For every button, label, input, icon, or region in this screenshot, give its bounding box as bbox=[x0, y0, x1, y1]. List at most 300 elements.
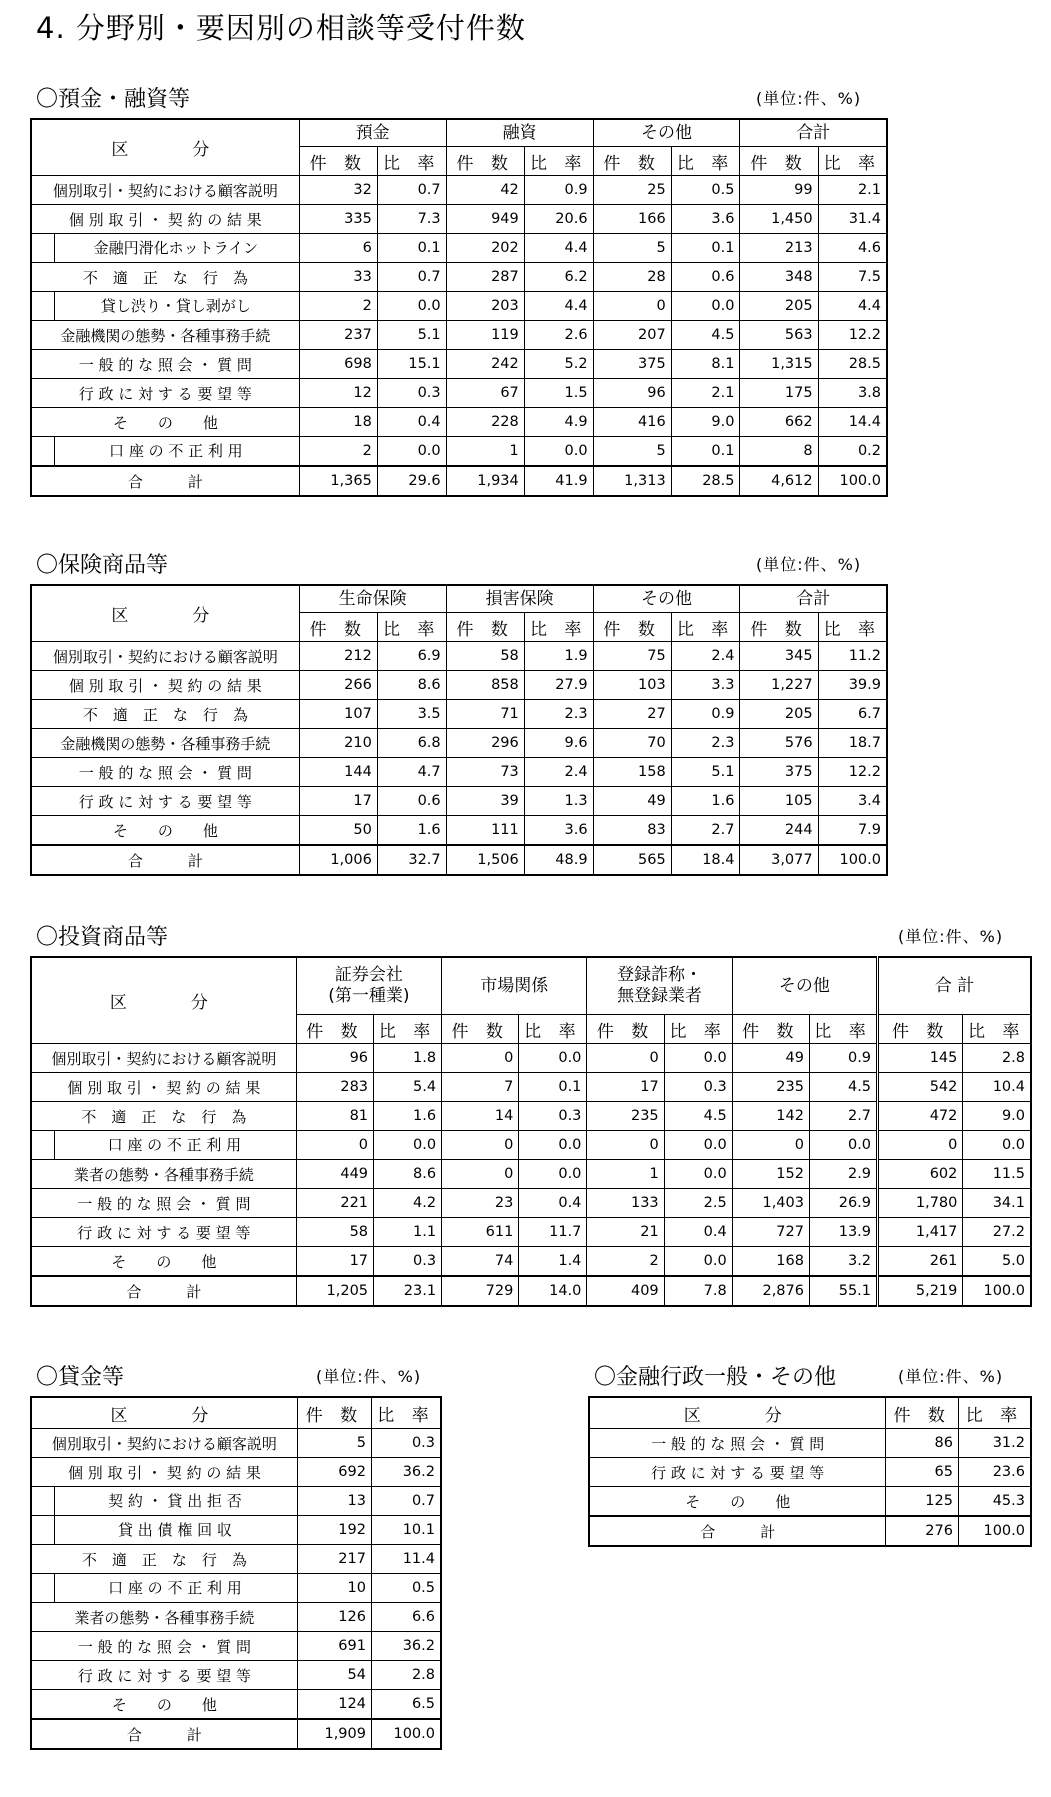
group-header-line: 合計 bbox=[796, 122, 831, 143]
count-cell: 17 bbox=[587, 1073, 664, 1102]
count-cell: 205 bbox=[740, 700, 818, 729]
row-label: 一 般 的 な 照 会 ・ 質 問 bbox=[31, 350, 299, 379]
group-header-line: その他 bbox=[641, 122, 693, 143]
ratio-cell: 1.9 bbox=[524, 642, 593, 671]
group-header bbox=[878, 957, 1031, 1015]
table-financial-admin bbox=[588, 1396, 1032, 1547]
count-cell: 335 bbox=[299, 205, 377, 234]
ratio-cell: 0.0 bbox=[664, 1131, 732, 1160]
table-row bbox=[31, 379, 887, 408]
ratio-cell: 11.5 bbox=[963, 1160, 1031, 1189]
ratio-cell: 2.4 bbox=[671, 642, 740, 671]
ratio-cell: 2.6 bbox=[524, 321, 593, 350]
count-cell: 266 bbox=[299, 671, 377, 700]
ratio-cell: 12.2 bbox=[818, 321, 887, 350]
ratio-cell: 2.5 bbox=[664, 1189, 732, 1218]
count-cell: 261 bbox=[878, 1247, 963, 1277]
ratio-cell: 2.1 bbox=[818, 176, 887, 205]
ratio-cell: 2.4 bbox=[524, 758, 593, 787]
count-header: 件 数 bbox=[446, 613, 524, 642]
count-cell: 119 bbox=[446, 321, 524, 350]
ratio-cell: 6.6 bbox=[371, 1603, 441, 1632]
ratio-cell: 4.2 bbox=[374, 1189, 442, 1218]
count-cell: 565 bbox=[593, 845, 671, 875]
ratio-cell: 100.0 bbox=[958, 1516, 1031, 1546]
count-cell: 74 bbox=[442, 1247, 519, 1277]
count-cell: 145 bbox=[878, 1044, 963, 1073]
row-label: そ の 他 bbox=[589, 1487, 886, 1517]
ratio-header: 比 率 bbox=[958, 1397, 1031, 1429]
table-row bbox=[31, 1044, 1031, 1073]
row-label: 行 政 に 対 す る 要 望 等 bbox=[31, 379, 299, 408]
row-label: 一 般 的 な 照 会 ・ 質 問 bbox=[31, 1189, 296, 1218]
ratio-cell: 13.9 bbox=[809, 1218, 877, 1247]
count-cell: 58 bbox=[446, 642, 524, 671]
table-row bbox=[31, 1131, 1031, 1160]
ratio-header: 比 率 bbox=[664, 1015, 732, 1044]
count-cell: 576 bbox=[740, 729, 818, 758]
count-cell: 242 bbox=[446, 350, 524, 379]
count-cell: 0 bbox=[442, 1160, 519, 1189]
count-cell: 33 bbox=[299, 263, 377, 292]
ratio-cell: 0.5 bbox=[371, 1574, 441, 1603]
section-title-insurance: 〇保険商品等 bbox=[36, 553, 169, 578]
row-label: 個別取引・契約における顧客説明 bbox=[31, 642, 299, 671]
total-row bbox=[31, 1276, 1031, 1306]
ratio-cell: 10.1 bbox=[371, 1516, 441, 1545]
count-cell: 124 bbox=[297, 1690, 371, 1720]
count-cell: 472 bbox=[878, 1102, 963, 1131]
table-row bbox=[31, 1458, 441, 1487]
ratio-cell: 55.1 bbox=[809, 1276, 877, 1306]
ratio-cell: 0.3 bbox=[664, 1073, 732, 1102]
subheader-row bbox=[589, 1397, 1031, 1429]
group-header-line: 証券会社 bbox=[334, 965, 403, 985]
table-row bbox=[31, 1690, 441, 1720]
table-row bbox=[589, 1458, 1031, 1487]
count-cell: 375 bbox=[593, 350, 671, 379]
ratio-cell: 39.9 bbox=[818, 671, 887, 700]
count-cell: 1 bbox=[446, 437, 524, 467]
count-cell: 345 bbox=[740, 642, 818, 671]
count-cell: 2,876 bbox=[732, 1276, 809, 1306]
table-row bbox=[31, 176, 887, 205]
table-row bbox=[31, 816, 887, 846]
row-label: 個別取引・契約における顧客説明 bbox=[31, 176, 299, 205]
total-row bbox=[589, 1516, 1031, 1546]
count-cell: 192 bbox=[297, 1516, 371, 1545]
group-header bbox=[587, 957, 732, 1015]
total-row bbox=[31, 845, 887, 875]
row-label: 金融機関の態勢・各種事務手続 bbox=[31, 321, 299, 350]
count-cell: 662 bbox=[740, 408, 818, 437]
ratio-cell: 0.3 bbox=[519, 1102, 587, 1131]
group-header-line: 生命保険 bbox=[338, 588, 407, 609]
ratio-cell: 3.6 bbox=[671, 205, 740, 234]
count-cell: 1,780 bbox=[878, 1189, 963, 1218]
count-cell: 32 bbox=[299, 176, 377, 205]
group-header bbox=[593, 585, 740, 613]
table-row bbox=[31, 758, 887, 787]
count-cell: 1,315 bbox=[740, 350, 818, 379]
count-cell: 5 bbox=[297, 1429, 371, 1458]
ratio-cell: 18.4 bbox=[671, 845, 740, 875]
ratio-cell: 4.4 bbox=[524, 292, 593, 321]
ratio-cell: 20.6 bbox=[524, 205, 593, 234]
total-row bbox=[31, 1719, 441, 1749]
ratio-cell: 34.1 bbox=[963, 1189, 1031, 1218]
row-label-text: 金融円滑化ホットライン bbox=[54, 234, 297, 262]
ratio-cell: 0.1 bbox=[671, 437, 740, 467]
count-header: 件 数 bbox=[593, 147, 671, 176]
count-cell: 49 bbox=[732, 1044, 809, 1073]
group-header bbox=[442, 957, 587, 1015]
ratio-cell: 9.6 bbox=[524, 729, 593, 758]
ratio-cell: 28.5 bbox=[671, 466, 740, 496]
count-header: 件 数 bbox=[299, 147, 377, 176]
count-cell: 58 bbox=[296, 1218, 373, 1247]
ratio-cell: 0.1 bbox=[519, 1073, 587, 1102]
count-cell: 235 bbox=[587, 1102, 664, 1131]
table-deposits-loans bbox=[30, 118, 888, 497]
ratio-cell: 29.6 bbox=[377, 466, 446, 496]
ratio-cell: 0.7 bbox=[371, 1487, 441, 1516]
row-label: そ の 他 bbox=[31, 408, 299, 437]
ratio-cell: 1.5 bbox=[524, 379, 593, 408]
ratio-header: 比 率 bbox=[818, 147, 887, 176]
count-cell: 71 bbox=[446, 700, 524, 729]
count-cell: 0 bbox=[587, 1044, 664, 1073]
ratio-header: 比 率 bbox=[818, 613, 887, 642]
count-cell: 221 bbox=[296, 1189, 373, 1218]
ratio-cell: 15.1 bbox=[377, 350, 446, 379]
table-investment bbox=[30, 956, 1032, 1307]
ratio-cell: 23.1 bbox=[374, 1276, 442, 1306]
kubun-header: 区 分 bbox=[31, 119, 299, 176]
count-cell: 212 bbox=[299, 642, 377, 671]
count-cell: 12 bbox=[299, 379, 377, 408]
table-row bbox=[31, 234, 887, 263]
count-cell: 126 bbox=[297, 1603, 371, 1632]
count-cell: 1,205 bbox=[296, 1276, 373, 1306]
count-cell: 1,934 bbox=[446, 466, 524, 496]
group-header-line: 登録詐称・ bbox=[617, 965, 703, 985]
ratio-cell: 36.2 bbox=[371, 1458, 441, 1487]
table-row bbox=[31, 1545, 441, 1574]
ratio-cell: 100.0 bbox=[818, 845, 887, 875]
count-cell: 1,006 bbox=[299, 845, 377, 875]
count-cell: 27 bbox=[593, 700, 671, 729]
table-row bbox=[31, 1574, 441, 1603]
row-label-text: 契 約 ・ 貸 出 拒 否 bbox=[54, 1487, 295, 1515]
row-label: 行 政 に 対 す る 要 望 等 bbox=[31, 1661, 297, 1690]
ratio-header: 比 率 bbox=[371, 1397, 441, 1429]
table-row bbox=[31, 1429, 441, 1458]
count-cell: 28 bbox=[593, 263, 671, 292]
row-label: 行 政 に 対 す る 要 望 等 bbox=[31, 787, 299, 816]
count-cell: 228 bbox=[446, 408, 524, 437]
table-row bbox=[31, 671, 887, 700]
table-row bbox=[31, 1487, 441, 1516]
ratio-cell: 6.5 bbox=[371, 1690, 441, 1720]
count-cell: 287 bbox=[446, 263, 524, 292]
table-row bbox=[31, 1218, 1031, 1247]
ratio-header: 比 率 bbox=[524, 613, 593, 642]
ratio-cell: 0.5 bbox=[671, 176, 740, 205]
total-label: 合 計 bbox=[589, 1516, 886, 1546]
count-cell: 691 bbox=[297, 1632, 371, 1661]
count-cell: 858 bbox=[446, 671, 524, 700]
count-cell: 158 bbox=[593, 758, 671, 787]
ratio-cell: 2.7 bbox=[809, 1102, 877, 1131]
ratio-header: 比 率 bbox=[377, 613, 446, 642]
ratio-cell: 4.5 bbox=[809, 1073, 877, 1102]
count-cell: 202 bbox=[446, 234, 524, 263]
ratio-header: 比 率 bbox=[374, 1015, 442, 1044]
group-header bbox=[740, 585, 887, 613]
ratio-cell: 3.6 bbox=[524, 816, 593, 846]
count-cell: 416 bbox=[593, 408, 671, 437]
ratio-cell: 0.2 bbox=[818, 437, 887, 467]
table-row bbox=[31, 292, 887, 321]
count-cell: 144 bbox=[299, 758, 377, 787]
row-label: 不 適 正 な 行 為 bbox=[31, 1545, 297, 1574]
row-label-text: 貸 出 債 権 回 収 bbox=[54, 1516, 295, 1544]
ratio-cell: 0.9 bbox=[671, 700, 740, 729]
total-label: 合 計 bbox=[31, 466, 299, 496]
table-row bbox=[31, 1247, 1031, 1277]
ratio-cell: 6.2 bbox=[524, 263, 593, 292]
table-row bbox=[31, 205, 887, 234]
ratio-cell: 11.4 bbox=[371, 1545, 441, 1574]
count-cell: 1,450 bbox=[740, 205, 818, 234]
ratio-cell: 7.8 bbox=[664, 1276, 732, 1306]
section-title-investment: 〇投資商品等 bbox=[36, 925, 169, 950]
count-cell: 8 bbox=[740, 437, 818, 467]
row-label: そ の 他 bbox=[31, 1247, 296, 1277]
count-cell: 5,219 bbox=[878, 1276, 963, 1306]
ratio-cell: 4.7 bbox=[377, 758, 446, 787]
count-cell: 83 bbox=[593, 816, 671, 846]
count-cell: 283 bbox=[296, 1073, 373, 1102]
count-cell: 1,227 bbox=[740, 671, 818, 700]
row-label bbox=[31, 292, 299, 321]
ratio-cell: 0.0 bbox=[664, 1044, 732, 1073]
group-header bbox=[299, 585, 446, 613]
count-cell: 237 bbox=[299, 321, 377, 350]
count-header: 件 数 bbox=[297, 1397, 371, 1429]
count-cell: 210 bbox=[299, 729, 377, 758]
ratio-cell: 3.3 bbox=[671, 671, 740, 700]
ratio-cell: 0.9 bbox=[524, 176, 593, 205]
group-header-line: 合計 bbox=[796, 588, 831, 609]
group-header-line: 融資 bbox=[502, 122, 537, 143]
kubun-header: 区 分 bbox=[31, 957, 296, 1044]
count-cell: 0 bbox=[878, 1131, 963, 1160]
table-money-lending bbox=[30, 1396, 442, 1750]
count-cell: 133 bbox=[587, 1189, 664, 1218]
table-insurance bbox=[30, 584, 888, 876]
count-header: 件 数 bbox=[296, 1015, 373, 1044]
table-row bbox=[31, 1102, 1031, 1131]
ratio-cell: 0.1 bbox=[377, 234, 446, 263]
ratio-cell: 4.5 bbox=[671, 321, 740, 350]
ratio-cell: 1.6 bbox=[374, 1102, 442, 1131]
row-label: そ の 他 bbox=[31, 816, 299, 846]
table-row bbox=[31, 1632, 441, 1661]
count-cell: 207 bbox=[593, 321, 671, 350]
count-cell: 21 bbox=[587, 1218, 664, 1247]
count-header: 件 数 bbox=[446, 147, 524, 176]
count-cell: 1,909 bbox=[297, 1719, 371, 1749]
ratio-cell: 0.6 bbox=[377, 787, 446, 816]
ratio-cell: 0.3 bbox=[371, 1429, 441, 1458]
count-cell: 0 bbox=[442, 1044, 519, 1073]
count-cell: 449 bbox=[296, 1160, 373, 1189]
ratio-cell: 0.0 bbox=[963, 1131, 1031, 1160]
count-cell: 49 bbox=[593, 787, 671, 816]
table-row bbox=[31, 1661, 441, 1690]
count-header: 件 数 bbox=[886, 1397, 959, 1429]
count-cell: 125 bbox=[886, 1487, 959, 1517]
count-cell: 107 bbox=[299, 700, 377, 729]
table-row bbox=[31, 1603, 441, 1632]
ratio-cell: 0.4 bbox=[664, 1218, 732, 1247]
ratio-cell: 27.9 bbox=[524, 671, 593, 700]
ratio-cell: 7.9 bbox=[818, 816, 887, 846]
section-title-financial-admin: 〇金融行政一般・その他 bbox=[594, 1365, 837, 1390]
ratio-cell: 5.4 bbox=[374, 1073, 442, 1102]
ratio-cell: 23.6 bbox=[958, 1458, 1031, 1487]
row-label: 不 適 正 な 行 為 bbox=[31, 700, 299, 729]
count-cell: 0 bbox=[732, 1131, 809, 1160]
group-header-line: その他 bbox=[778, 975, 830, 996]
count-cell: 3,077 bbox=[740, 845, 818, 875]
ratio-cell: 4.6 bbox=[818, 234, 887, 263]
unit-label: (単位:件、%) bbox=[898, 927, 1004, 946]
count-cell: 105 bbox=[740, 787, 818, 816]
count-cell: 50 bbox=[299, 816, 377, 846]
ratio-cell: 5.1 bbox=[671, 758, 740, 787]
ratio-cell: 8.1 bbox=[671, 350, 740, 379]
table-row bbox=[31, 263, 887, 292]
ratio-cell: 14.0 bbox=[519, 1276, 587, 1306]
count-cell: 65 bbox=[886, 1458, 959, 1487]
row-label-text: 口 座 の 不 正 利 用 bbox=[54, 1131, 294, 1159]
ratio-cell: 2.3 bbox=[524, 700, 593, 729]
count-cell: 348 bbox=[740, 263, 818, 292]
ratio-cell: 4.5 bbox=[664, 1102, 732, 1131]
ratio-cell: 7.5 bbox=[818, 263, 887, 292]
count-cell: 168 bbox=[732, 1247, 809, 1277]
count-cell: 1,313 bbox=[593, 466, 671, 496]
count-cell: 692 bbox=[297, 1458, 371, 1487]
ratio-cell: 2.8 bbox=[371, 1661, 441, 1690]
ratio-cell: 100.0 bbox=[371, 1719, 441, 1749]
kubun-header: 区 分 bbox=[589, 1397, 886, 1429]
ratio-cell: 8.6 bbox=[377, 671, 446, 700]
count-cell: 2 bbox=[299, 437, 377, 467]
group-header bbox=[446, 119, 593, 147]
table-row bbox=[31, 1516, 441, 1545]
ratio-cell: 0.0 bbox=[519, 1131, 587, 1160]
ratio-cell: 0.9 bbox=[809, 1044, 877, 1073]
unit-label: (単位:件、%) bbox=[756, 555, 862, 574]
row-label: 業者の態勢・各種事務手続 bbox=[31, 1160, 296, 1189]
row-label: 個別取引・契約における顧客説明 bbox=[31, 1429, 297, 1458]
row-label: 個 別 取 引 ・ 契 約 の 結 果 bbox=[31, 1458, 297, 1487]
total-label: 合 計 bbox=[31, 845, 299, 875]
ratio-cell: 0.4 bbox=[377, 408, 446, 437]
count-cell: 729 bbox=[442, 1276, 519, 1306]
ratio-cell: 41.9 bbox=[524, 466, 593, 496]
total-row bbox=[31, 466, 887, 496]
count-cell: 276 bbox=[886, 1516, 959, 1546]
count-cell: 0 bbox=[593, 292, 671, 321]
ratio-cell: 0.3 bbox=[377, 379, 446, 408]
ratio-cell: 3.2 bbox=[809, 1247, 877, 1277]
ratio-cell: 3.8 bbox=[818, 379, 887, 408]
group-header-line: (第一種業) bbox=[328, 986, 410, 1006]
ratio-cell: 0.0 bbox=[519, 1160, 587, 1189]
ratio-cell: 4.9 bbox=[524, 408, 593, 437]
ratio-cell: 0.7 bbox=[377, 176, 446, 205]
count-cell: 1,403 bbox=[732, 1189, 809, 1218]
ratio-cell: 2.1 bbox=[671, 379, 740, 408]
table-row bbox=[31, 1073, 1031, 1102]
group-header bbox=[299, 119, 446, 147]
count-cell: 217 bbox=[297, 1545, 371, 1574]
ratio-cell: 1.4 bbox=[519, 1247, 587, 1277]
count-cell: 296 bbox=[446, 729, 524, 758]
ratio-cell: 1.6 bbox=[671, 787, 740, 816]
row-label bbox=[31, 1487, 297, 1516]
ratio-cell: 0.0 bbox=[374, 1131, 442, 1160]
count-cell: 727 bbox=[732, 1218, 809, 1247]
total-label: 合 計 bbox=[31, 1276, 296, 1306]
count-cell: 5 bbox=[593, 234, 671, 263]
ratio-cell: 6.8 bbox=[377, 729, 446, 758]
count-cell: 166 bbox=[593, 205, 671, 234]
ratio-cell: 0.6 bbox=[671, 263, 740, 292]
count-cell: 152 bbox=[732, 1160, 809, 1189]
group-header-line: 合 計 bbox=[934, 975, 975, 996]
ratio-cell: 4.4 bbox=[524, 234, 593, 263]
count-cell: 7 bbox=[442, 1073, 519, 1102]
count-cell: 0 bbox=[587, 1131, 664, 1160]
ratio-cell: 0.0 bbox=[524, 437, 593, 467]
count-cell: 25 bbox=[593, 176, 671, 205]
table-row bbox=[31, 437, 887, 467]
count-cell: 0 bbox=[442, 1131, 519, 1160]
count-header: 件 数 bbox=[878, 1015, 963, 1044]
count-cell: 0 bbox=[296, 1131, 373, 1160]
ratio-cell: 31.4 bbox=[818, 205, 887, 234]
ratio-cell: 1.3 bbox=[524, 787, 593, 816]
group-header bbox=[593, 119, 740, 147]
row-label: 一 般 的 な 照 会 ・ 質 問 bbox=[589, 1429, 886, 1458]
ratio-cell: 32.7 bbox=[377, 845, 446, 875]
count-cell: 1 bbox=[587, 1160, 664, 1189]
count-cell: 949 bbox=[446, 205, 524, 234]
ratio-cell: 45.3 bbox=[958, 1487, 1031, 1517]
ratio-cell: 28.5 bbox=[818, 350, 887, 379]
count-cell: 375 bbox=[740, 758, 818, 787]
ratio-cell: 0.0 bbox=[671, 292, 740, 321]
row-label-text: 口 座 の 不 正 利 用 bbox=[54, 437, 297, 465]
count-cell: 698 bbox=[299, 350, 377, 379]
ratio-header: 比 率 bbox=[519, 1015, 587, 1044]
